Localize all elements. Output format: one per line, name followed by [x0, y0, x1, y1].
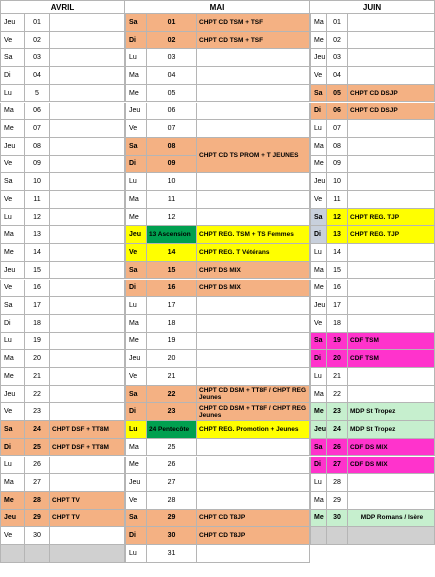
avril-day-label: Ma — [0, 103, 25, 121]
juin-day-label: Me — [310, 280, 327, 298]
juin-date-number: 23 — [327, 403, 348, 421]
avril-date-number: 09 — [25, 156, 50, 174]
mai-date-number: 12 — [147, 209, 197, 227]
avril-date-number: 25 — [25, 439, 50, 457]
juin-date-number: 02 — [327, 32, 348, 50]
juin-date-number: 03 — [327, 49, 348, 67]
avril-date-number: 5 — [25, 85, 50, 103]
juin-event — [348, 315, 435, 333]
juin-day-label: Ve — [310, 67, 327, 85]
juin-date-number: 18 — [327, 315, 348, 333]
mai-date-number: 03 — [147, 49, 197, 67]
mai-event: CHPT DS MIX — [197, 280, 310, 298]
juin-date-number: 28 — [327, 474, 348, 492]
avril-event — [50, 368, 125, 386]
avril-day-label: Ve — [0, 527, 25, 545]
month-header-avril: AVRIL — [0, 0, 125, 14]
mai-day-label: Jeu — [125, 474, 147, 492]
mai-date-number: 28 — [147, 492, 197, 510]
avril-date-number: 12 — [25, 209, 50, 227]
avril-event: CHPT DSF + TT8M — [50, 439, 125, 457]
avril-day-label: Ve — [0, 280, 25, 298]
mai-date-number: 10 — [147, 173, 197, 191]
avril-event — [50, 262, 125, 280]
avril-event — [50, 403, 125, 421]
mai-date-number: 01 — [147, 14, 197, 32]
avril-date-number: 24 — [25, 421, 50, 439]
mai-date-number: 02 — [147, 32, 197, 50]
avril-date-number: 18 — [25, 315, 50, 333]
juin-date-number: 14 — [327, 244, 348, 262]
avril-day-label: Ma — [0, 474, 25, 492]
avril-event — [50, 315, 125, 333]
mai-event — [197, 474, 310, 492]
mai-day-label: Jeu — [125, 103, 147, 121]
avril-day-label: Sa — [0, 421, 25, 439]
juin-event — [348, 32, 435, 50]
avril-day-label: Ma — [0, 350, 25, 368]
juin-event — [348, 191, 435, 209]
avril-date-number: 08 — [25, 138, 50, 156]
juin-event — [348, 244, 435, 262]
mai-day-label: Jeu — [125, 350, 147, 368]
avril-date-number: 22 — [25, 386, 50, 404]
juin-event: CHPT REG. TJP — [348, 226, 435, 244]
avril-day-label: Lu — [0, 209, 25, 227]
avril-event — [50, 138, 125, 156]
mai-event: CHPT CD TS PROM + T JEUNES — [197, 138, 310, 173]
avril-event: CHPT TV — [50, 510, 125, 528]
mai-event: CHPT CD T8JP — [197, 527, 310, 545]
avril-event — [50, 244, 125, 262]
avril-date-number: 02 — [25, 32, 50, 50]
avril-day-label: Jeu — [0, 14, 25, 32]
avril-event — [50, 527, 125, 545]
juin-date-number: 29 — [327, 492, 348, 510]
avril-day-label: Di — [0, 439, 25, 457]
juin-day-label: Di — [310, 226, 327, 244]
juin-event: CHPT CD DSJP — [348, 103, 435, 121]
mai-event — [197, 439, 310, 457]
avril-day-label: Ve — [0, 191, 25, 209]
mai-event: CHPT CD DSM + TT8F / CHPT REG Jeunes — [197, 386, 310, 404]
avril-date-number: 26 — [25, 457, 50, 475]
juin-date-number: 13 — [327, 226, 348, 244]
mai-day-label: Di — [125, 527, 147, 545]
mai-event — [197, 209, 310, 227]
juin-date-number: 11 — [327, 191, 348, 209]
mai-event — [197, 350, 310, 368]
mai-event — [197, 67, 310, 85]
juin-event: MDP Romans / Isère — [348, 510, 435, 528]
juin-event — [348, 138, 435, 156]
juin-day-label: Me — [310, 156, 327, 174]
juin-event — [348, 14, 435, 32]
mai-event: CHPT DS MIX — [197, 262, 310, 280]
avril-day-label: Lu — [0, 457, 25, 475]
mai-event: CHPT REG. T Vétérans — [197, 244, 310, 262]
avril-date-number: 01 — [25, 14, 50, 32]
avril-date-number: 17 — [25, 297, 50, 315]
mai-day-label: Ma — [125, 315, 147, 333]
juin-day-label: Lu — [310, 368, 327, 386]
mai-date-number: 30 — [147, 527, 197, 545]
juin-date-number: 05 — [327, 85, 348, 103]
mai-event — [197, 49, 310, 67]
juin-day-label: Jeu — [310, 421, 327, 439]
juin-date-number: 09 — [327, 156, 348, 174]
juin-day-label: Ma — [310, 262, 327, 280]
mai-day-label: Lu — [125, 545, 147, 563]
juin-date-number: 06 — [327, 103, 348, 121]
avril-date-number: 29 — [25, 510, 50, 528]
avril-event — [50, 103, 125, 121]
juin-date-number: 17 — [327, 297, 348, 315]
juin-date-number: 08 — [327, 138, 348, 156]
juin-day-label: Ma — [310, 138, 327, 156]
avril-day-label: Jeu — [0, 386, 25, 404]
avril-day-label: Sa — [0, 173, 25, 191]
avril-event — [50, 474, 125, 492]
juin-day-label: Ve — [310, 191, 327, 209]
avril-day-label: Me — [0, 492, 25, 510]
avril-date-number: 03 — [25, 49, 50, 67]
juin-day-label: Sa — [310, 85, 327, 103]
avril-day-label: Di — [0, 315, 25, 333]
mai-date-number: 23 — [147, 403, 197, 421]
avril-date-number: 04 — [25, 67, 50, 85]
avril-date-number: 27 — [25, 474, 50, 492]
avril-event — [50, 191, 125, 209]
juin-day-label: Ve — [310, 315, 327, 333]
mai-date-number: 19 — [147, 333, 197, 351]
juin-day-label — [310, 527, 327, 545]
avril-date-number — [25, 545, 50, 563]
avril-date-number: 23 — [25, 403, 50, 421]
avril-day-label: Di — [0, 67, 25, 85]
juin-day-label: Jeu — [310, 173, 327, 191]
juin-date-number: 07 — [327, 120, 348, 138]
juin-day-label: Jeu — [310, 297, 327, 315]
juin-day-label: Di — [310, 103, 327, 121]
mai-date-number: 15 — [147, 262, 197, 280]
avril-date-number: 14 — [25, 244, 50, 262]
juin-day-label: Me — [310, 32, 327, 50]
mai-day-label: Di — [125, 280, 147, 298]
mai-date-number: 20 — [147, 350, 197, 368]
avril-event — [50, 49, 125, 67]
mai-day-label: Me — [125, 85, 147, 103]
juin-event — [348, 474, 435, 492]
mai-date-number: 16 — [147, 280, 197, 298]
mai-date-number: 06 — [147, 103, 197, 121]
avril-event — [50, 457, 125, 475]
avril-date-number: 07 — [25, 120, 50, 138]
avril-day-label — [0, 545, 25, 563]
avril-event — [50, 333, 125, 351]
juin-day-label: Me — [310, 403, 327, 421]
avril-day-label: Ve — [0, 403, 25, 421]
mai-event: CHPT CD DSM + TT8F / CHPT REG Jeunes — [197, 403, 310, 421]
avril-day-label: Ve — [0, 32, 25, 50]
juin-event — [348, 173, 435, 191]
avril-date-number: 30 — [25, 527, 50, 545]
juin-date-number: 27 — [327, 457, 348, 475]
mai-event — [197, 103, 310, 121]
juin-event: CHPT REG. TJP — [348, 209, 435, 227]
juin-date-number: 21 — [327, 368, 348, 386]
avril-day-label: Me — [0, 120, 25, 138]
mai-date-number: 05 — [147, 85, 197, 103]
mai-date-number: 17 — [147, 297, 197, 315]
avril-day-label: Sa — [0, 49, 25, 67]
mai-day-label: Lu — [125, 421, 147, 439]
avril-event: CHPT TV — [50, 492, 125, 510]
juin-event — [348, 492, 435, 510]
mai-day-label: Di — [125, 156, 147, 174]
avril-event: CHPT DSF + TT8M — [50, 421, 125, 439]
juin-event — [348, 262, 435, 280]
juin-date-number: 12 — [327, 209, 348, 227]
juin-event — [348, 386, 435, 404]
mai-date-number: 26 — [147, 457, 197, 475]
juin-event: CDF DS MIX — [348, 439, 435, 457]
mai-event — [197, 333, 310, 351]
juin-date-number: 20 — [327, 350, 348, 368]
avril-date-number: 16 — [25, 280, 50, 298]
mai-event — [197, 492, 310, 510]
mai-day-label: Sa — [125, 14, 147, 32]
juin-day-label: Sa — [310, 209, 327, 227]
mai-day-label: Di — [125, 403, 147, 421]
avril-day-label: Ve — [0, 156, 25, 174]
avril-event — [50, 209, 125, 227]
mai-day-label: Me — [125, 457, 147, 475]
avril-day-label: Jeu — [0, 262, 25, 280]
mai-date-number: 27 — [147, 474, 197, 492]
avril-event — [50, 120, 125, 138]
juin-date-number: 01 — [327, 14, 348, 32]
juin-event: CDF TSM — [348, 350, 435, 368]
juin-event: CHPT CD DSJP — [348, 85, 435, 103]
avril-date-number: 19 — [25, 333, 50, 351]
mai-date-number: 24 Pentecôte — [147, 421, 197, 439]
mai-date-number: 14 — [147, 244, 197, 262]
mai-event — [197, 85, 310, 103]
mai-date-number: 09 — [147, 156, 197, 174]
juin-date-number: 22 — [327, 386, 348, 404]
avril-event — [50, 280, 125, 298]
avril-date-number: 20 — [25, 350, 50, 368]
avril-day-label: Me — [0, 368, 25, 386]
juin-day-label: Di — [310, 457, 327, 475]
avril-day-label: Jeu — [0, 510, 25, 528]
juin-date-number: 16 — [327, 280, 348, 298]
avril-date-number: 11 — [25, 191, 50, 209]
mai-day-label: Jeu — [125, 226, 147, 244]
mai-day-label: Lu — [125, 297, 147, 315]
avril-event — [50, 226, 125, 244]
juin-date-number: 15 — [327, 262, 348, 280]
mai-day-label: Sa — [125, 386, 147, 404]
mai-day-label: Me — [125, 209, 147, 227]
mai-day-label: Ve — [125, 368, 147, 386]
avril-day-label: Jeu — [0, 138, 25, 156]
mai-day-label: Ma — [125, 439, 147, 457]
mai-day-label: Ve — [125, 492, 147, 510]
mai-event — [197, 191, 310, 209]
juin-event — [348, 67, 435, 85]
avril-day-label: Sa — [0, 297, 25, 315]
mai-day-label: Ve — [125, 244, 147, 262]
juin-day-label: Me — [310, 510, 327, 528]
mai-date-number: 07 — [147, 120, 197, 138]
avril-event — [50, 545, 125, 563]
juin-event — [348, 368, 435, 386]
mai-date-number: 31 — [147, 545, 197, 563]
juin-event: CDF TSM — [348, 333, 435, 351]
mai-event: CHPT CD TSM + TSF — [197, 32, 310, 50]
mai-day-label: Sa — [125, 510, 147, 528]
mai-day-label: Di — [125, 32, 147, 50]
mai-event: CHPT REG. Promotion + Jeunes — [197, 421, 310, 439]
avril-event — [50, 85, 125, 103]
mai-event — [197, 297, 310, 315]
mai-date-number: 25 — [147, 439, 197, 457]
avril-day-label: Ma — [0, 226, 25, 244]
mai-day-label: Me — [125, 333, 147, 351]
avril-date-number: 15 — [25, 262, 50, 280]
juin-day-label: Sa — [310, 439, 327, 457]
mai-date-number: 13 Ascension — [147, 226, 197, 244]
mai-date-number: 18 — [147, 315, 197, 333]
juin-day-label: Ma — [310, 14, 327, 32]
juin-date-number: 04 — [327, 67, 348, 85]
juin-event: MDP St Tropez — [348, 421, 435, 439]
avril-day-label: Lu — [0, 333, 25, 351]
avril-event — [50, 386, 125, 404]
juin-date-number: 19 — [327, 333, 348, 351]
mai-day-label: Lu — [125, 49, 147, 67]
avril-event — [50, 32, 125, 50]
avril-date-number: 10 — [25, 173, 50, 191]
juin-date-number: 30 — [327, 510, 348, 528]
juin-day-label: Lu — [310, 474, 327, 492]
juin-date-number: 24 — [327, 421, 348, 439]
mai-event — [197, 173, 310, 191]
juin-event — [348, 280, 435, 298]
avril-event — [50, 350, 125, 368]
mai-date-number: 04 — [147, 67, 197, 85]
juin-event: MDP St Tropez — [348, 403, 435, 421]
mai-date-number: 21 — [147, 368, 197, 386]
juin-date-number — [327, 527, 348, 545]
juin-event — [348, 120, 435, 138]
avril-event — [50, 173, 125, 191]
mai-day-label: Lu — [125, 173, 147, 191]
avril-date-number: 06 — [25, 103, 50, 121]
mai-day-label: Ve — [125, 120, 147, 138]
mai-event: CHPT REG. TSM + TS Femmes — [197, 226, 310, 244]
mai-day-label: Sa — [125, 138, 147, 156]
mai-date-number: 22 — [147, 386, 197, 404]
mai-event — [197, 315, 310, 333]
month-header-juin: JUIN — [310, 0, 435, 14]
mai-event: CHPT CD TSM + TSF — [197, 14, 310, 32]
mai-date-number: 29 — [147, 510, 197, 528]
juin-event — [348, 156, 435, 174]
mai-event — [197, 545, 310, 563]
juin-event — [348, 527, 435, 545]
juin-day-label: Lu — [310, 120, 327, 138]
avril-event — [50, 67, 125, 85]
juin-day-label: Ma — [310, 386, 327, 404]
mai-event: CHPT CD T8JP — [197, 510, 310, 528]
avril-event — [50, 297, 125, 315]
juin-day-label: Sa — [310, 333, 327, 351]
juin-date-number: 26 — [327, 439, 348, 457]
mai-day-label: Ma — [125, 67, 147, 85]
juin-day-label: Ma — [310, 492, 327, 510]
juin-event: CDF DS MIX — [348, 457, 435, 475]
mai-day-label: Ma — [125, 191, 147, 209]
mai-date-number: 08 — [147, 138, 197, 156]
avril-event — [50, 14, 125, 32]
avril-day-label: Me — [0, 244, 25, 262]
mai-event — [197, 368, 310, 386]
juin-day-label: Di — [310, 350, 327, 368]
avril-date-number: 13 — [25, 226, 50, 244]
juin-day-label: Jeu — [310, 49, 327, 67]
mai-date-number: 11 — [147, 191, 197, 209]
avril-event — [50, 156, 125, 174]
juin-date-number: 10 — [327, 173, 348, 191]
mai-day-label: Sa — [125, 262, 147, 280]
mai-event — [197, 457, 310, 475]
avril-date-number: 28 — [25, 492, 50, 510]
avril-date-number: 21 — [25, 368, 50, 386]
avril-day-label: Lu — [0, 85, 25, 103]
juin-day-label: Lu — [310, 244, 327, 262]
mai-event — [197, 120, 310, 138]
juin-event — [348, 297, 435, 315]
month-header-mai: MAI — [125, 0, 310, 14]
juin-event — [348, 49, 435, 67]
